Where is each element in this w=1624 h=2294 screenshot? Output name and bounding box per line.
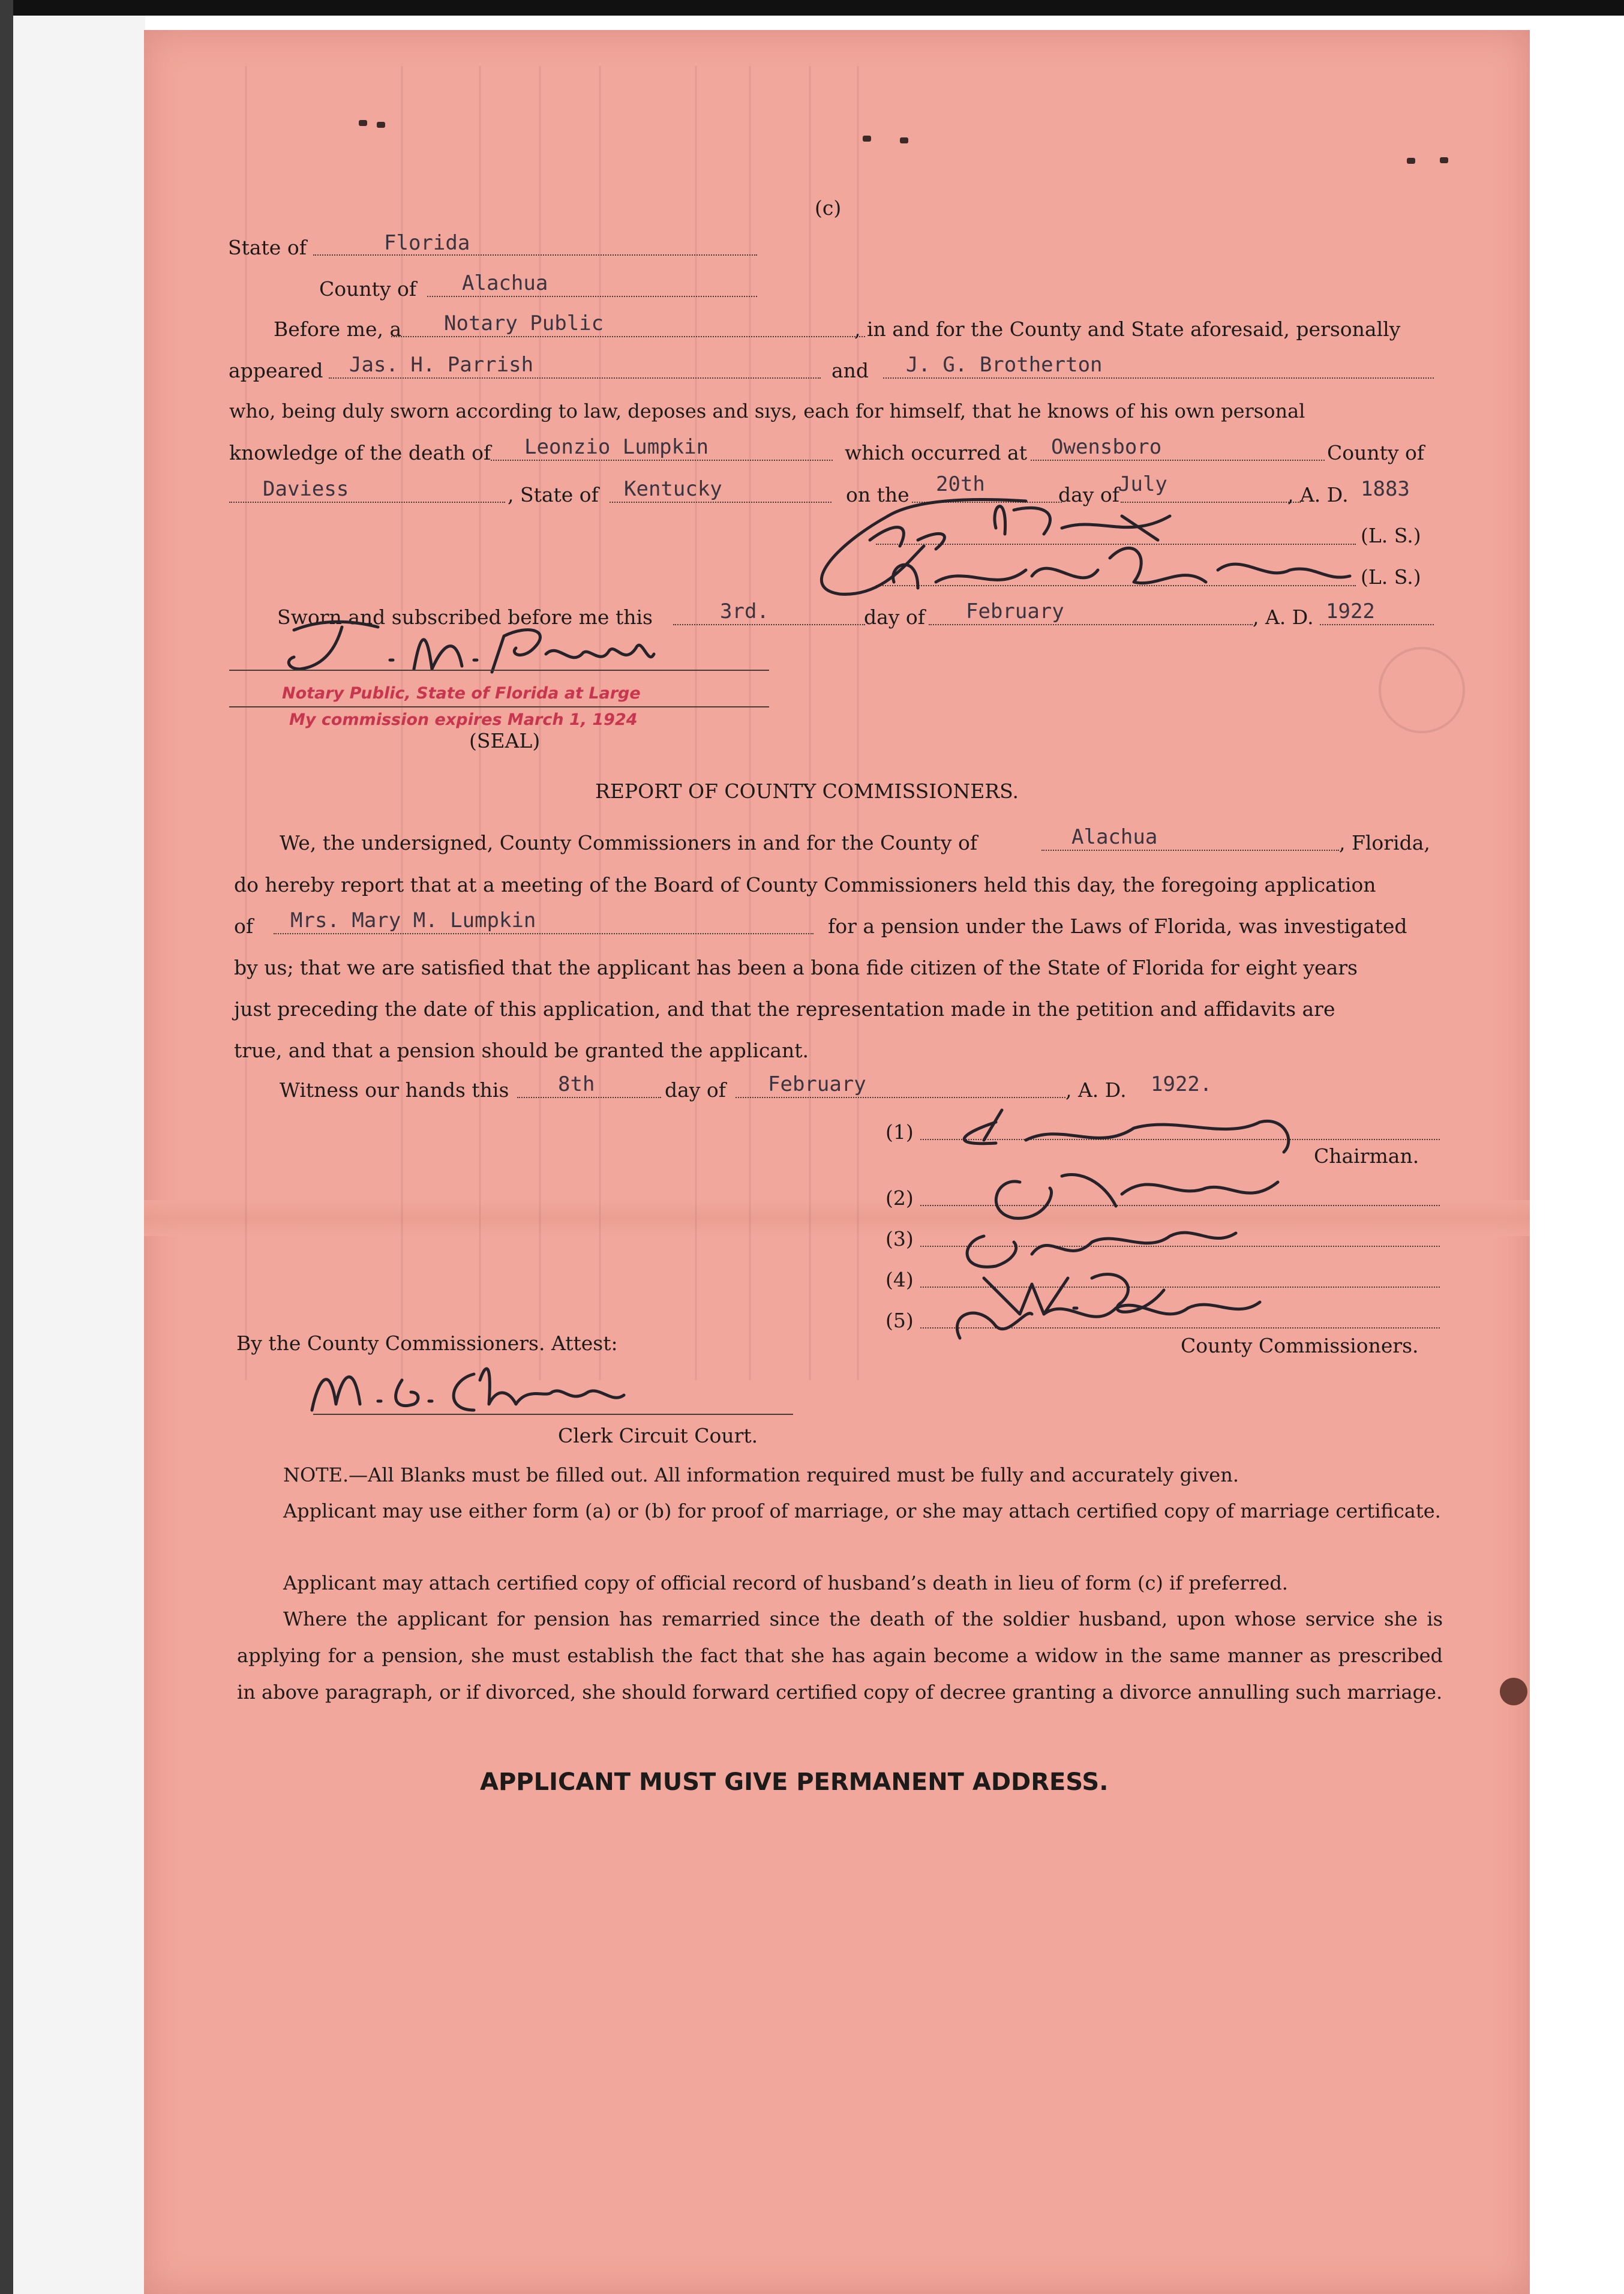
notary-stamp-line1: Notary Public, State of Florida at Large <box>282 684 641 703</box>
sworn-day-of-label: day of <box>864 605 926 629</box>
witness-day-value: 8th <box>558 1072 595 1096</box>
death-county-line <box>229 502 505 503</box>
state-of-label: , State of <box>508 483 599 506</box>
officer-value: Notary Public <box>444 311 604 335</box>
report-line5: just preceding the date of this application, and that the representation made in the petition and affidavits are <box>234 997 1335 1021</box>
affiant1-value: Jas. H. Parrish <box>349 353 534 377</box>
death-place-value: Owensboro <box>1051 435 1162 459</box>
applicant-value: Mrs. Mary M. Lumpkin <box>290 908 536 932</box>
county-value: Alachua <box>462 271 548 295</box>
on-the-label: on the <box>846 483 909 506</box>
and-label: and <box>831 359 869 382</box>
ink-dot <box>377 122 385 128</box>
death-month-value: July <box>1118 472 1167 496</box>
death-year-value: 1883 <box>1361 477 1410 501</box>
notary-signature <box>276 612 660 678</box>
note-2: Applicant may use either form (a) or (b) for proof of marriage, or she may attach certified copy of marriage certificate. <box>283 1500 1441 1522</box>
witness-label: Witness our hands this <box>280 1078 509 1102</box>
appeared-label: appeared <box>229 359 323 382</box>
scanner-frame-left <box>0 0 13 2294</box>
report-county-line <box>1041 850 1339 851</box>
attest-label: By the County Commissioners. Attest: <box>236 1332 618 1355</box>
clerk-signature <box>300 1344 636 1422</box>
note-1: NOTE.—All Blanks must be filled out. All information required must be fully and accurately given. <box>283 1464 1239 1486</box>
commissioner-num-5: (5) <box>885 1309 914 1332</box>
occurred-label: which occurred at <box>845 441 1027 464</box>
state-label: State of <box>228 236 307 259</box>
death-day-value: 20th <box>936 472 985 496</box>
clerk-label: Clerk Circuit Court. <box>558 1424 758 1447</box>
ink-dot <box>863 136 871 142</box>
report-line6: true, and that a pension should be granted the applicant. <box>234 1039 809 1062</box>
ink-dot <box>900 137 908 143</box>
state-line <box>313 254 757 256</box>
commissioner-num-4: (4) <box>885 1268 914 1291</box>
sworn-ad-label: , A. D. <box>1253 605 1314 629</box>
seal-label: (SEAL) <box>469 729 541 752</box>
affiant-signatures <box>798 474 1398 612</box>
ink-dot <box>359 120 367 126</box>
before-me-label: Before me, a <box>274 317 402 341</box>
note-3: Applicant may attach certified copy of official record of husband’s death in lieu of form (c) if preferred. <box>283 1572 1288 1594</box>
sworn-day-value: 3rd. <box>720 599 769 623</box>
sworn-year-value: 1922 <box>1326 599 1375 623</box>
section-label: (c) <box>815 196 842 220</box>
permanent-address-notice: APPLICANT MUST GIVE PERMANENT ADDRESS. <box>480 1768 1109 1796</box>
sworn-text: who, being duly sworn according to law, deposes and sıys, each for himself, that he knows of his own personal <box>229 400 1305 422</box>
ink-dot <box>1440 157 1448 163</box>
commissioner-num-1: (1) <box>885 1120 914 1144</box>
commissioners-label: County Commissioners. <box>1181 1334 1419 1357</box>
day-of-label: day of <box>1058 483 1120 506</box>
report-line1: We, the undersigned, County Commissioners in and for the County of <box>280 831 978 854</box>
witness-year-value: 1922. <box>1151 1072 1212 1096</box>
county-of-label: County of <box>1327 441 1425 464</box>
witness-ad-label: , A. D. <box>1065 1078 1127 1102</box>
ink-dot <box>1407 158 1415 164</box>
deceased-line <box>491 460 833 461</box>
commissioner-signatures <box>924 1098 1356 1350</box>
notary-stamp-line2: My commission expires March 1, 1924 <box>289 710 638 729</box>
sworn-before-label: Sworn and subscribed before me this <box>277 605 653 629</box>
county-line <box>427 296 757 297</box>
report-line2: do hereby report that at a meeting of the Board of County Commissioners held this day, the foregoing application <box>234 873 1376 896</box>
scanner-frame-top <box>0 0 1624 16</box>
report-line3-end: for a pension under the Laws of Florida, was investigated <box>828 914 1407 938</box>
death-county-value: Daviess <box>263 477 349 501</box>
witness-month-value: February <box>768 1072 866 1096</box>
chairman-label: Chairman. <box>1314 1144 1419 1168</box>
report-line1-end: , Florida, <box>1339 831 1430 854</box>
ad-label: , A. D. <box>1287 483 1349 506</box>
report-county-value: Alachua <box>1071 825 1158 849</box>
aforesaid-text: , in and for the County and State aforesaid, personally <box>854 317 1401 341</box>
witness-day-line <box>517 1097 661 1098</box>
affiant2-line <box>883 377 1434 379</box>
report-heading: REPORT OF COUNTY COMMISSIONERS. <box>595 779 1019 803</box>
sworn-month-value: February <box>966 599 1064 623</box>
ls-label-2: (L. S.) <box>1361 565 1421 589</box>
clerk-line <box>313 1414 793 1415</box>
notary-stamp-rule <box>229 706 769 707</box>
witness-day-of-label: day of <box>665 1078 727 1102</box>
affiant2-value: J. G. Brotherton <box>906 353 1103 377</box>
applicant-line <box>274 933 813 934</box>
death-place-line <box>1031 460 1325 461</box>
state-value: Florida <box>384 231 470 255</box>
punch-hole <box>1500 1678 1527 1705</box>
ls-label-1: (L. S.) <box>1361 524 1421 547</box>
sworn-day-line <box>673 624 865 625</box>
county-label: County of <box>319 277 417 301</box>
note-4: Where the applicant for pension has remarried since the death of the soldier husband, upon whose service she is applying for a pension, she must establish the fact that she has again become a widow in the same manner as prescribed in above paragraph, or if divorced, she should forward certified copy of decree granting a divorce annulling such marriage. <box>237 1608 1443 1704</box>
sworn-month-line <box>929 624 1253 625</box>
notary-line <box>229 670 769 671</box>
affiant1-line <box>329 377 821 379</box>
deceased-value: Leonzio Lumpkin <box>524 435 709 459</box>
death-state-value: Kentucky <box>624 477 722 501</box>
officer-line <box>391 336 865 337</box>
knowledge-label: knowledge of the death of <box>229 441 491 464</box>
report-of-label: of <box>234 914 254 938</box>
commissioner-num-2: (2) <box>885 1186 914 1210</box>
scanner-margin <box>13 16 145 2294</box>
commissioner-num-3: (3) <box>885 1227 914 1251</box>
report-line4: by us; that we are satisfied that the applicant has been a bona fide citizen of the State of Florida for eight years <box>234 956 1358 979</box>
sworn-year-line <box>1320 624 1434 625</box>
